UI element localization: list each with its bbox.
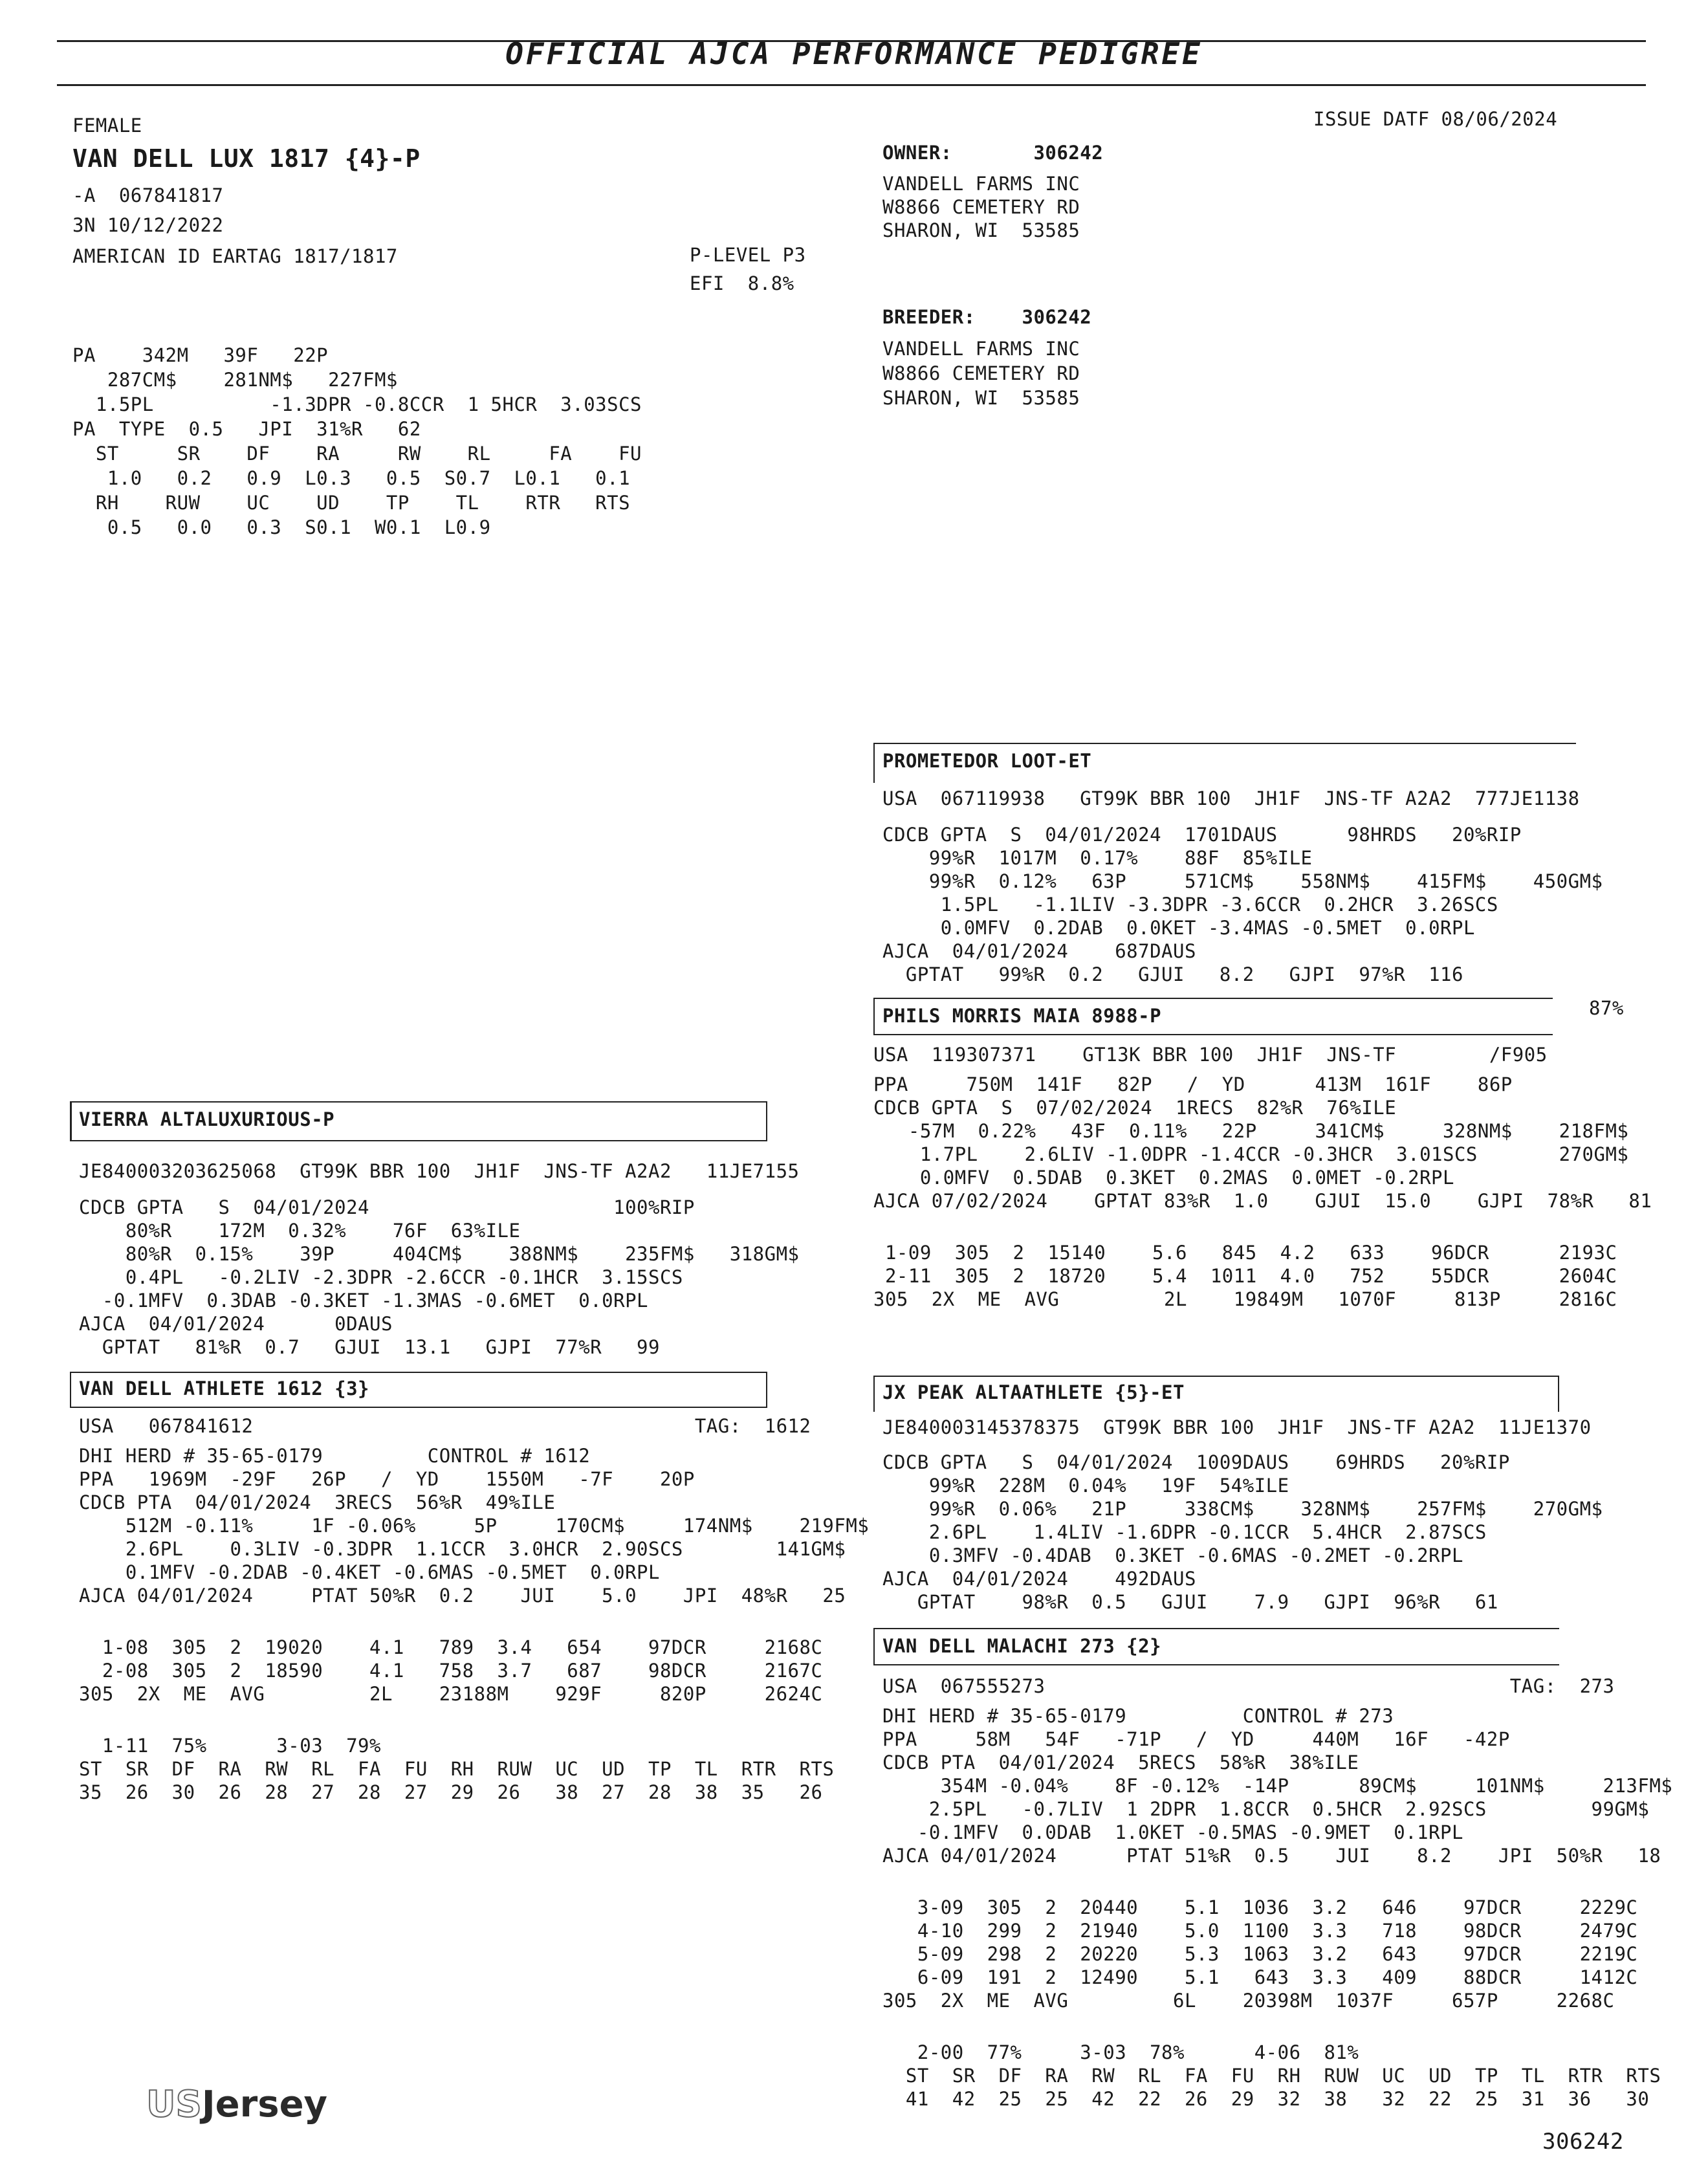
mgs-line: 0.3MFV -0.4DAB 0.3KET -0.6MAS -0.2MET -0.2RPL <box>882 1544 1463 1566</box>
pgd-line: ST SR DF RA RW RL FA FU RH RUW UC UD TP TL RTR RTS <box>79 1758 835 1780</box>
owner-line: SHARON, WI 53585 <box>882 219 1080 241</box>
sire-line: GPTAT 99%R 0.2 GJUI 8.2 GJPI 97%R 116 <box>882 963 1463 985</box>
dam-line: 0.0MFV 0.5DAB 0.3KET 0.2MAS 0.0MET -0.2RPL <box>873 1167 1454 1189</box>
breeder-address <box>882 336 1080 410</box>
mgs-name: JX PEAK ALTAATHLETE {5}-ET <box>882 1381 1185 1403</box>
mgd-line: 4-10 299 2 21940 5.0 1100 3.3 718 98DCR 2479C <box>882 1920 1638 1942</box>
pgd-line: 305 2X ME AVG 2L 23188M 929F 820P 2624C <box>79 1683 823 1705</box>
mgs-line: GPTAT 98%R 0.5 GJUI 7.9 GJPI 96%R 61 <box>882 1591 1498 1613</box>
dam-line: 305 2X ME AVG 2L 19849M 1070F 813P 2816C <box>873 1288 1617 1310</box>
pa-line: 287CM$ 281NM$ 227FM$ <box>72 369 398 391</box>
sire-line: CDCB GPTA S 04/01/2024 1701DAUS 98HRDS 20%RIP <box>882 824 1522 846</box>
mgd-line: AJCA 04/01/2024 PTAT 51%R 0.5 JUI 8.2 JPI 50%R 18 <box>882 1845 1661 1867</box>
pgs-line: GPTAT 81%R 0.7 GJUI 13.1 GJPI 77%R 99 <box>79 1336 660 1358</box>
sire-line: 1.5PL -1.1LIV -3.3DPR -3.6CCR 0.2HCR 3.26SCS <box>882 894 1498 916</box>
pgd-line <box>79 1438 869 1444</box>
owner-line: VANDELL FARMS INC <box>882 173 1080 195</box>
pgd-line: 1-11 75% 3-03 79% <box>79 1735 381 1757</box>
pgd-line <box>79 1607 869 1636</box>
sire-data <box>882 787 1603 986</box>
dam-data <box>873 1043 1652 1311</box>
mgd-line: CDCB PTA 04/01/2024 5RECS 58%R 38%ILE <box>882 1751 1359 1773</box>
dam-line: 1-09 305 2 15140 5.6 845 4.2 633 96DCR 2193C <box>873 1242 1617 1264</box>
mgd-name: VAN DELL MALACHI 273 {2} <box>882 1635 1162 1657</box>
pa-line: PA 342M 39F 22P <box>72 344 329 366</box>
animal-name: VAN DELL LUX 1817 {4}-P <box>72 144 421 173</box>
dam-line <box>873 1213 1652 1241</box>
animal-registration: -A 067841817 <box>72 184 224 206</box>
mgd-line: 3-09 305 2 20440 5.1 1036 3.2 646 97DCR 2229C <box>882 1896 1638 1918</box>
issue-date: ISSUE DATF 08/06/2024 <box>1313 108 1558 130</box>
pgd-line <box>79 1706 869 1734</box>
mgs-line <box>882 1439 1603 1451</box>
mgs-line: CDCB GPTA S 04/01/2024 1009DAUS 69HRDS 20%RIP <box>882 1451 1510 1473</box>
breeder-line: W8866 CEMETERY RD <box>882 362 1080 384</box>
mgd-line: DHI HERD # 35-65-0179 CONTROL # 273 <box>882 1705 1394 1727</box>
mgd-line <box>882 1867 1672 1896</box>
sire-name: PROMETEDOR LOOT-ET <box>882 750 1092 772</box>
dam-line: USA 119307371 GT13K BBR 100 JH1F JNS-TF /F905 <box>873 1044 1548 1066</box>
pa-line: RH RUW UC UD TP TL RTR RTS <box>72 492 631 514</box>
mgd-line: USA 067555273 TAG: 273 <box>882 1675 1615 1697</box>
mgd-line: 6-09 191 2 12490 5.1 643 3.3 409 88DCR 1412C <box>882 1966 1638 1988</box>
mgd-line: 5-09 298 2 20220 5.3 1063 3.2 643 97DCR 2219C <box>882 1943 1638 1965</box>
mgd-line: 354M -0.04% 8F -0.12% -14P 89CM$ 101NM$ 213FM$ <box>882 1775 1673 1797</box>
usjersey-logo <box>146 2083 327 2125</box>
owner-line: W8866 CEMETERY RD <box>882 196 1080 218</box>
mgd-line: 41 42 25 25 42 22 26 29 32 38 32 22 25 31 36 30 <box>882 2088 1650 2110</box>
page-code: 306242 <box>1542 2129 1624 2155</box>
animal-sex: FEMALE <box>72 115 142 137</box>
pgd-line: DHI HERD # 35-65-0179 CONTROL # 1612 <box>79 1445 591 1467</box>
mgd-line: -0.1MFV 0.0DAB 1.0KET -0.5MAS -0.9MET 0.1RPL <box>882 1821 1463 1843</box>
animal-plevel: P-LEVEL P3 <box>690 244 806 266</box>
pgd-line: USA 067841612 TAG: 1612 <box>79 1415 811 1437</box>
pgs-line: -0.1MFV 0.3DAB -0.3KET -1.3MAS -0.6MET 0.0RPL <box>79 1290 649 1312</box>
pgd-line: 35 26 30 26 28 27 28 27 29 26 38 27 28 38 35 26 <box>79 1781 823 1803</box>
breeder-line: SHARON, WI 53585 <box>882 387 1080 409</box>
animal-birth-date: 3N 10/12/2022 <box>72 214 224 236</box>
dam-line: PPA 750M 141F 82P / YD 413M 161F 86P <box>873 1073 1513 1095</box>
pgd-line: CDCB PTA 04/01/2024 3RECS 56%R 49%ILE <box>79 1491 556 1513</box>
animal-id: AMERICAN ID EARTAG 1817/1817 <box>72 245 398 267</box>
page-title: OFFICIAL AJCA PERFORMANCE PEDIGREE <box>505 36 1203 71</box>
sire-line: USA 067119938 GT99K BBR 100 JH1F JNS-TF A2A2 777JE1138 <box>882 787 1580 809</box>
dam-line: -57M 0.22% 43F 0.11% 22P 341CM$ 328NM$ 218FM$ <box>873 1120 1629 1142</box>
pgd-line: 2-08 305 2 18590 4.1 758 3.7 687 98DCR 2167C <box>79 1660 823 1682</box>
pa-line: 1.5PL -1.3DPR -0.8CCR 1 5HCR 3.03SCS <box>72 393 642 415</box>
breeder-label: BREEDER: 306242 <box>882 306 1092 328</box>
owner-address <box>882 172 1080 242</box>
sire-line: AJCA 04/01/2024 687DAUS <box>882 940 1196 962</box>
sire-line <box>882 810 1603 823</box>
pgs-line: JE840003203625068 GT99K BBR 100 JH1F JNS-TF A2A2 11JE7155 <box>79 1160 800 1182</box>
mgd-line: 2.5PL -0.7LIV 1 2DPR 1.8CCR 0.5HCR 2.92SCS 99GM$ <box>882 1798 1650 1820</box>
pgd-data <box>79 1414 869 1804</box>
mgd-line: 305 2X ME AVG 6L 20398M 1037F 657P 2268C <box>882 1990 1615 2012</box>
dam-percent: 87% <box>1589 997 1624 1019</box>
pa-line: PA TYPE 0.5 JPI 31%R 62 <box>72 418 421 440</box>
dam-line: CDCB GPTA S 07/02/2024 1RECS 82%R 76%ILE <box>873 1097 1397 1119</box>
dam-name: PHILS MORRIS MAIA 8988-P <box>882 1005 1162 1027</box>
pgs-line <box>79 1183 800 1196</box>
mgs-line: AJCA 04/01/2024 492DAUS <box>882 1568 1196 1590</box>
pgd-line: 1-08 305 2 19020 4.1 789 3.4 654 97DCR 2168C <box>79 1636 823 1658</box>
logo-us: US <box>146 2083 202 2125</box>
mgs-line: 99%R 228M 0.04% 19F 54%ILE <box>882 1475 1289 1497</box>
pa-line: 0.5 0.0 0.3 S0.1 W0.1 L0.9 <box>72 516 491 538</box>
animal-efi: EFI 8.8% <box>690 272 794 294</box>
pgd-line: 512M -0.11% 1F -0.06% 5P 170CM$ 174NM$ 219FM$ <box>79 1515 870 1537</box>
pgd-line: PPA 1969M -29F 26P / YD 1550M -7F 20P <box>79 1468 695 1490</box>
mgs-line: JE840003145378375 GT99K BBR 100 JH1F JNS-TF A2A2 11JE1370 <box>882 1416 1592 1438</box>
sire-line: 0.0MFV 0.2DAB 0.0KET -3.4MAS -0.5MET 0.0RPL <box>882 917 1475 939</box>
sire-line: 99%R 0.12% 63P 571CM$ 558NM$ 415FM$ 450GM$ <box>882 870 1603 892</box>
pgd-line: 0.1MFV -0.2DAB -0.4KET -0.6MAS -0.5MET 0.0RPL <box>79 1561 660 1583</box>
pgd-line: 2.6PL 0.3LIV -0.3DPR 1.1CCR 3.0HCR 2.90SCS 141GM$ <box>79 1538 846 1560</box>
pgs-line: CDCB GPTA S 04/01/2024 100%RIP <box>79 1196 695 1218</box>
mgs-line: 2.6PL 1.4LIV -1.6DPR -0.1CCR 5.4HCR 2.87SCS <box>882 1521 1487 1543</box>
mgs-line: 99%R 0.06% 21P 338CM$ 328NM$ 257FM$ 270GM$ <box>882 1498 1603 1520</box>
mgs-data <box>882 1416 1603 1614</box>
parent-average-block <box>72 343 642 540</box>
mgd-line <box>882 1698 1672 1704</box>
mgd-line: 2-00 77% 3-03 78% 4-06 81% <box>882 2041 1359 2063</box>
sire-line: 99%R 1017M 0.17% 88F 85%ILE <box>882 847 1313 869</box>
dam-line: 1.7PL 2.6LIV -1.0DPR -1.4CCR -0.3HCR 3.01SCS 270GM$ <box>873 1143 1629 1165</box>
pgs-line: AJCA 04/01/2024 0DAUS <box>79 1313 393 1335</box>
pgs-line: 0.4PL -0.2LIV -2.3DPR -2.6CCR -0.1HCR 3.15SCS <box>79 1266 683 1288</box>
pa-line: 1.0 0.2 0.9 L0.3 0.5 S0.7 L0.1 0.1 <box>72 467 631 489</box>
pgs-data <box>79 1159 800 1359</box>
pgd-name: VAN DELL ATHLETE 1612 {3} <box>79 1378 369 1400</box>
mgd-data <box>882 1674 1672 2111</box>
pgs-name: VIERRA ALTALUXURIOUS-P <box>79 1108 335 1130</box>
pa-line: ST SR DF RA RW RL FA FU <box>72 443 642 465</box>
owner-label: OWNER: 306242 <box>882 142 1104 164</box>
mgd-line: PPA 58M 54F -71P / YD 440M 16F -42P <box>882 1728 1510 1750</box>
pgd-line: AJCA 04/01/2024 PTAT 50%R 0.2 JUI 5.0 JPI 48%R 25 <box>79 1585 846 1607</box>
pgs-line: 80%R 172M 0.32% 76F 63%ILE <box>79 1220 521 1242</box>
dam-line: AJCA 07/02/2024 GPTAT 83%R 1.0 GJUI 15.0 GJPI 78%R 81 <box>873 1190 1652 1212</box>
dam-line: 2-11 305 2 18720 5.4 1011 4.0 752 55DCR 2604C <box>873 1265 1617 1287</box>
mgd-line <box>882 2012 1672 2041</box>
title-underline <box>57 84 1646 86</box>
breeder-line: VANDELL FARMS INC <box>882 338 1080 360</box>
mgd-line: ST SR DF RA RW RL FA FU RH RUW UC UD TP TL RTR RTS <box>882 2065 1661 2087</box>
pgs-line: 80%R 0.15% 39P 404CM$ 388NM$ 235FM$ 318GM$ <box>79 1243 800 1265</box>
logo-jersey: Jersey <box>201 2083 328 2125</box>
dam-line <box>873 1066 1652 1073</box>
